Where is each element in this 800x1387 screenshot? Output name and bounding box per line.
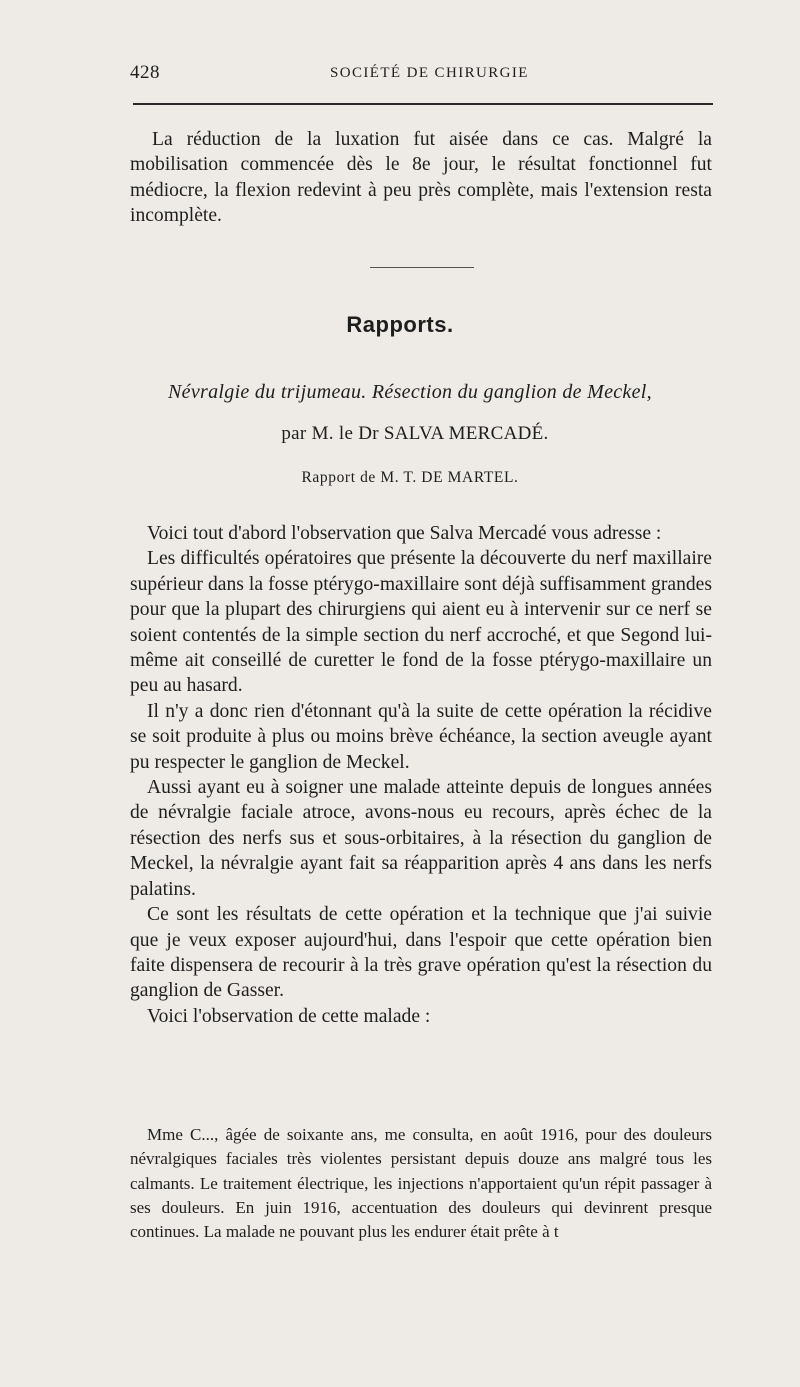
header-rule [133,103,713,105]
paragraph: Ce sont les résultats de cette opération et la technique que j'ai suivie que je veux exposer aujourd'hui, dans l'espoir que cette opération bien faite dispensera de recourir à la très grave opération qu'est la résection du ganglion de Gasser. [130,904,712,1002]
intro-paragraph: La réduction de la luxation fut aisée dans ce cas. Malgré la mobilisation commencée dès le 8e jour, le résultat fonctionnel fut médiocre, la flexion redevint à peu près complète, mais l'extension resta incomplète. [130,129,712,227]
paragraph: Aussi ayant eu à soigner une malade atteinte depuis de longues années de névralgie faciale atroce, avons-nous eu recours, après échec de la résection des nerfs sus et sous-orbitaires, à la résection du ganglion de Meckel, la névralgie ayant fait sa réapparition après 4 ans dans les nerfs palatins. [130,777,712,900]
paragraph: Les difficultés opératoires que présente la découverte du nerf maxillaire supérieur dans la fosse ptérygo-maxillaire sont déjà suffisamment grandes pour que la plupart des chirurgiens qui aient eu à intervenir sur ce nerf se soient contentés de la simple section du nerf accroché, et que Segond lui-même ait conseillé de curetter le fond de la fosse ptérygo-maxillaire un peu au hasard. [130,548,712,697]
section-heading: Rapports. [346,312,454,337]
report-title: Névralgie du trijumeau. Résection du ganglion de Meckel, [168,381,652,403]
paragraph: Il n'y a donc rien d'étonnant qu'à la suite de cette opération la récidive se soit produite à plus ou moins brève échéance, la section aveugle ayant pu respecter le ganglion de Meckel. [130,700,712,773]
paragraph: Voici l'observation de cette malade : [147,1005,431,1027]
page-number: 428 [130,62,160,83]
report-author: par M. le Dr SALVA MERCADÉ. [281,423,549,444]
running-head [130,62,712,92]
paragraph: Voici tout d'abord l'observation que Salva Mercadé vous adresse : [147,523,662,544]
journal-title: SOCIÉTÉ DE CHIRURGIE [330,65,529,81]
report-body [130,521,712,1029]
case-paragraph: Mme C..., âgée de soixante ans, me consulta, en août 1916, pour des douleurs névralgiques faciales très violentes persistant depuis douze ans malgré tous les calmants. Le traitement électrique, les injections n'apportaient qu'un répit passager à ses douleurs. En juin 1916, accentuation des douleurs qui devinrent presque continues. La malade ne pouvant plus les endurer était prête à t [130,1125,712,1242]
section-divider [370,267,474,268]
case-observation [130,1123,712,1244]
report-rapporteur: Rapport de M. T. DE MARTEL. [301,469,519,486]
